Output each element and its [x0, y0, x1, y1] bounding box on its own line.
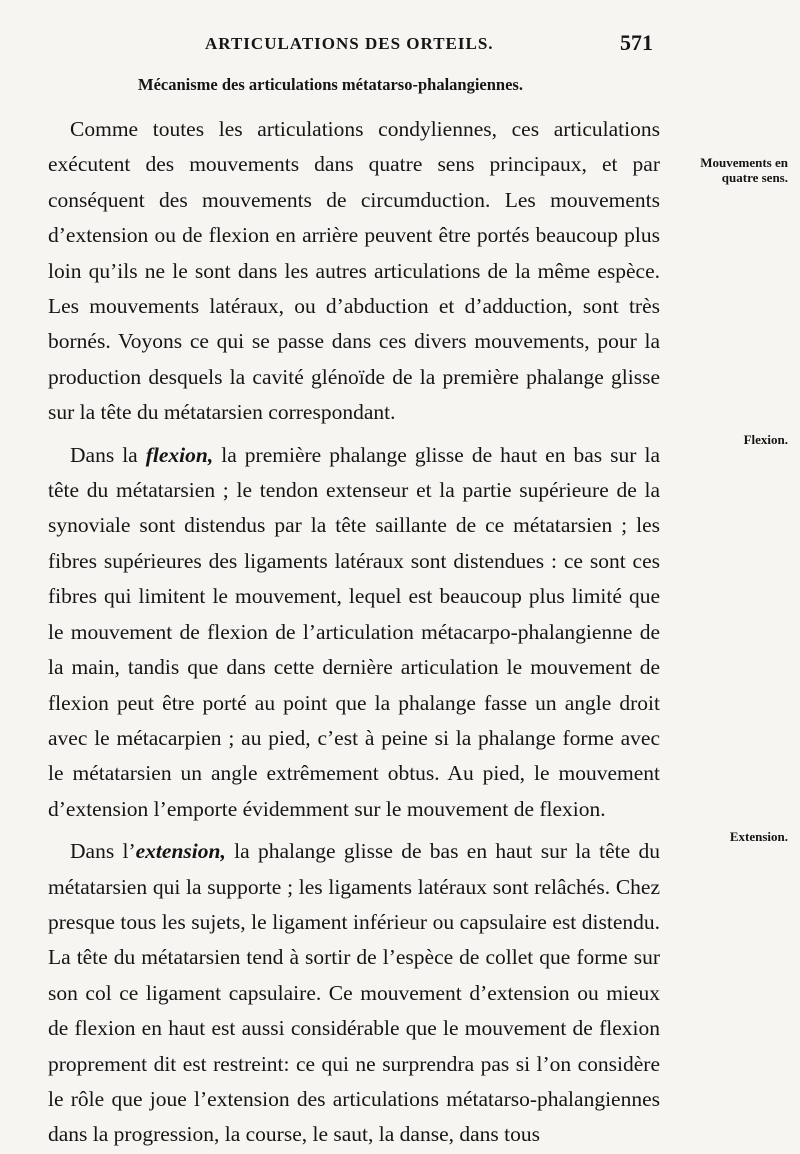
paragraph-2-text: la première phalange glisse de haut en bas sur la tête du métatarsien ; le tendon extenseur et la partie supérieure de la synoviale sont distendus par la tête saillante de ce métatarsien ; les fibres supérieures des ligaments latéraux sont distendues : ce sont ces fibres qui limitent le mouvement, lequel est beaucoup plus limité que le mouvement de flexion de l’articulation métacarpo-phalangienne de la main, tandis que dans cette dernière articulation le mouvement de flexion peut être porté au point que la phalange fasse un angle droit avec le métacarpien ; au pied, c’est à peine si la phalange forme avec le métatarsien un angle extrêmement obtus. Au pied, le mouvement d’extension l’emporte évidemment sur le mouvement de flexion. [48, 442, 660, 821]
paragraph-3-text: la phalange glisse de bas en haut sur la tête du métatarsien qui la supporte ; les ligaments latéraux sont relâchés. Chez presque tous les sujets, le ligament inférieur ou capsulaire est distendu. La tête du métatarsien tend à sortir de l’espèce de collet que forme sur son col ce ligament capsulaire. Ce mouvement d’extension ou mieux de flexion en haut est aussi considérable que le mouvement de flexion proprement dit est restreint: ce qui ne surprendra pas si l’on considère le rôle que joue l’extension des articulations métatarso-phalangiennes dans la progression, la course, le saut, la danse, dans tous [48, 839, 660, 1147]
body-text [48, 112, 660, 1153]
paragraph-1 [48, 112, 660, 431]
margin-note-mouvements: Mouvements en quatre sens. [700, 155, 788, 185]
margin-note-flexion: Flexion. [743, 432, 788, 447]
paragraph-2 [48, 438, 660, 827]
margin-note-extension: Extension. [729, 829, 788, 844]
paragraph-2-emphasis: flexion, [145, 442, 214, 467]
paragraph-3 [48, 834, 660, 1153]
section-title: Mécanisme des articulations métatarso-phalangiennes. [138, 75, 523, 94]
paragraph-3-lead: Dans l’ [70, 839, 136, 864]
running-title: ARTICULATIONS DES ORTEILS. [205, 34, 494, 53]
paragraph-2-lead: Dans la [70, 442, 146, 467]
page-number: 571 [620, 30, 653, 55]
paragraph-3-emphasis: extension, [135, 839, 226, 864]
paragraph-1-text: Comme toutes les articulations condyliennes, ces articulations exécutent des mouvements dans quatre sens principaux, et par conséquent des mouvements de circumduction. Les mouvements d’extension ou de flexion en arrière peuvent être portés beaucoup plus loin qu’ils ne le sont dans les autres articulations de la même espèce. Les mouvements latéraux, ou d’abduction et d’adduction, sont très bornés. Voyons ce qui se passe dans ces divers mouvements, pour la production desquels la cavité glénoïde de la première phalange glisse sur la tête du métatarsien correspondant. [48, 117, 660, 425]
